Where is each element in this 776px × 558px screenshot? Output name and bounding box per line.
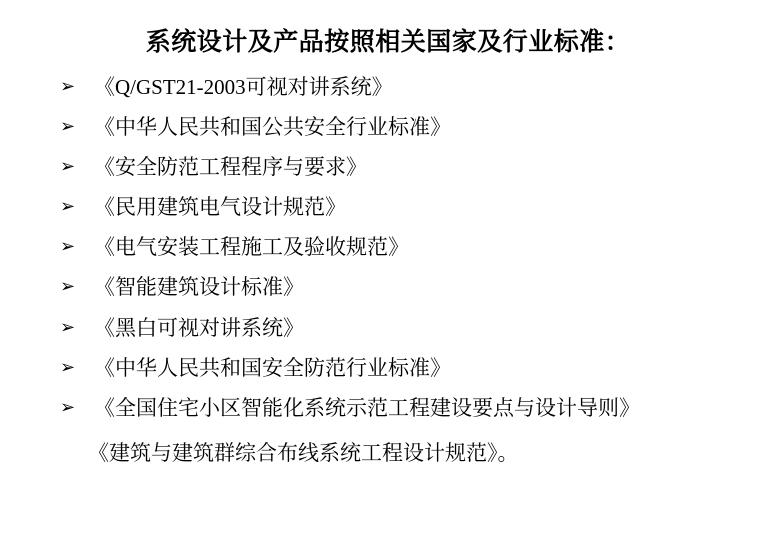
list-item-label: 《全国住宅小区智能化系统示范工程建设要点与设计导则》 (94, 395, 640, 420)
list-item (0, 156, 776, 179)
list-item (0, 397, 776, 420)
list-item-label: 《中华人民共和国公共安全行业标准》 (94, 115, 451, 140)
list-item (0, 116, 776, 139)
list-item (0, 236, 776, 259)
list-item-label: 《安全防范工程程序与要求》 (94, 155, 367, 180)
arrow-bullet-icon: ➢ (60, 396, 76, 418)
list-item (0, 276, 776, 299)
arrow-bullet-icon: ➢ (60, 156, 76, 178)
list-item (0, 76, 776, 99)
arrow-bullet-icon: ➢ (60, 196, 76, 218)
arrow-bullet-icon: ➢ (60, 236, 76, 258)
list-item-label: 《中华人民共和国安全防范行业标准》 (94, 355, 451, 380)
arrow-bullet-icon: ➢ (60, 276, 76, 298)
list-item (0, 317, 776, 340)
arrow-bullet-icon: ➢ (60, 316, 76, 338)
list-item-label: 《智能建筑设计标准》 (94, 275, 304, 300)
list-item-label: 《黑白可视对讲系统》 (94, 315, 304, 340)
page-title: 系统设计及产品按照相关国家及行业标准： (145, 29, 631, 56)
list-item (0, 357, 776, 380)
standards-list (0, 76, 776, 420)
list-item (0, 196, 776, 219)
list-item-label: 《民用建筑电气设计规范》 (94, 195, 346, 220)
trailing-paragraph: 《建筑与建筑群综合布线系统工程设计规范》。 (88, 440, 519, 465)
arrow-bullet-icon: ➢ (60, 356, 76, 378)
arrow-bullet-icon: ➢ (60, 76, 76, 97)
list-item-label: 《Q/GST21-2003可视对讲系统》 (94, 75, 393, 99)
arrow-bullet-icon: ➢ (60, 116, 76, 138)
list-item-label: 《电气安装工程施工及验收规范》 (94, 235, 409, 260)
